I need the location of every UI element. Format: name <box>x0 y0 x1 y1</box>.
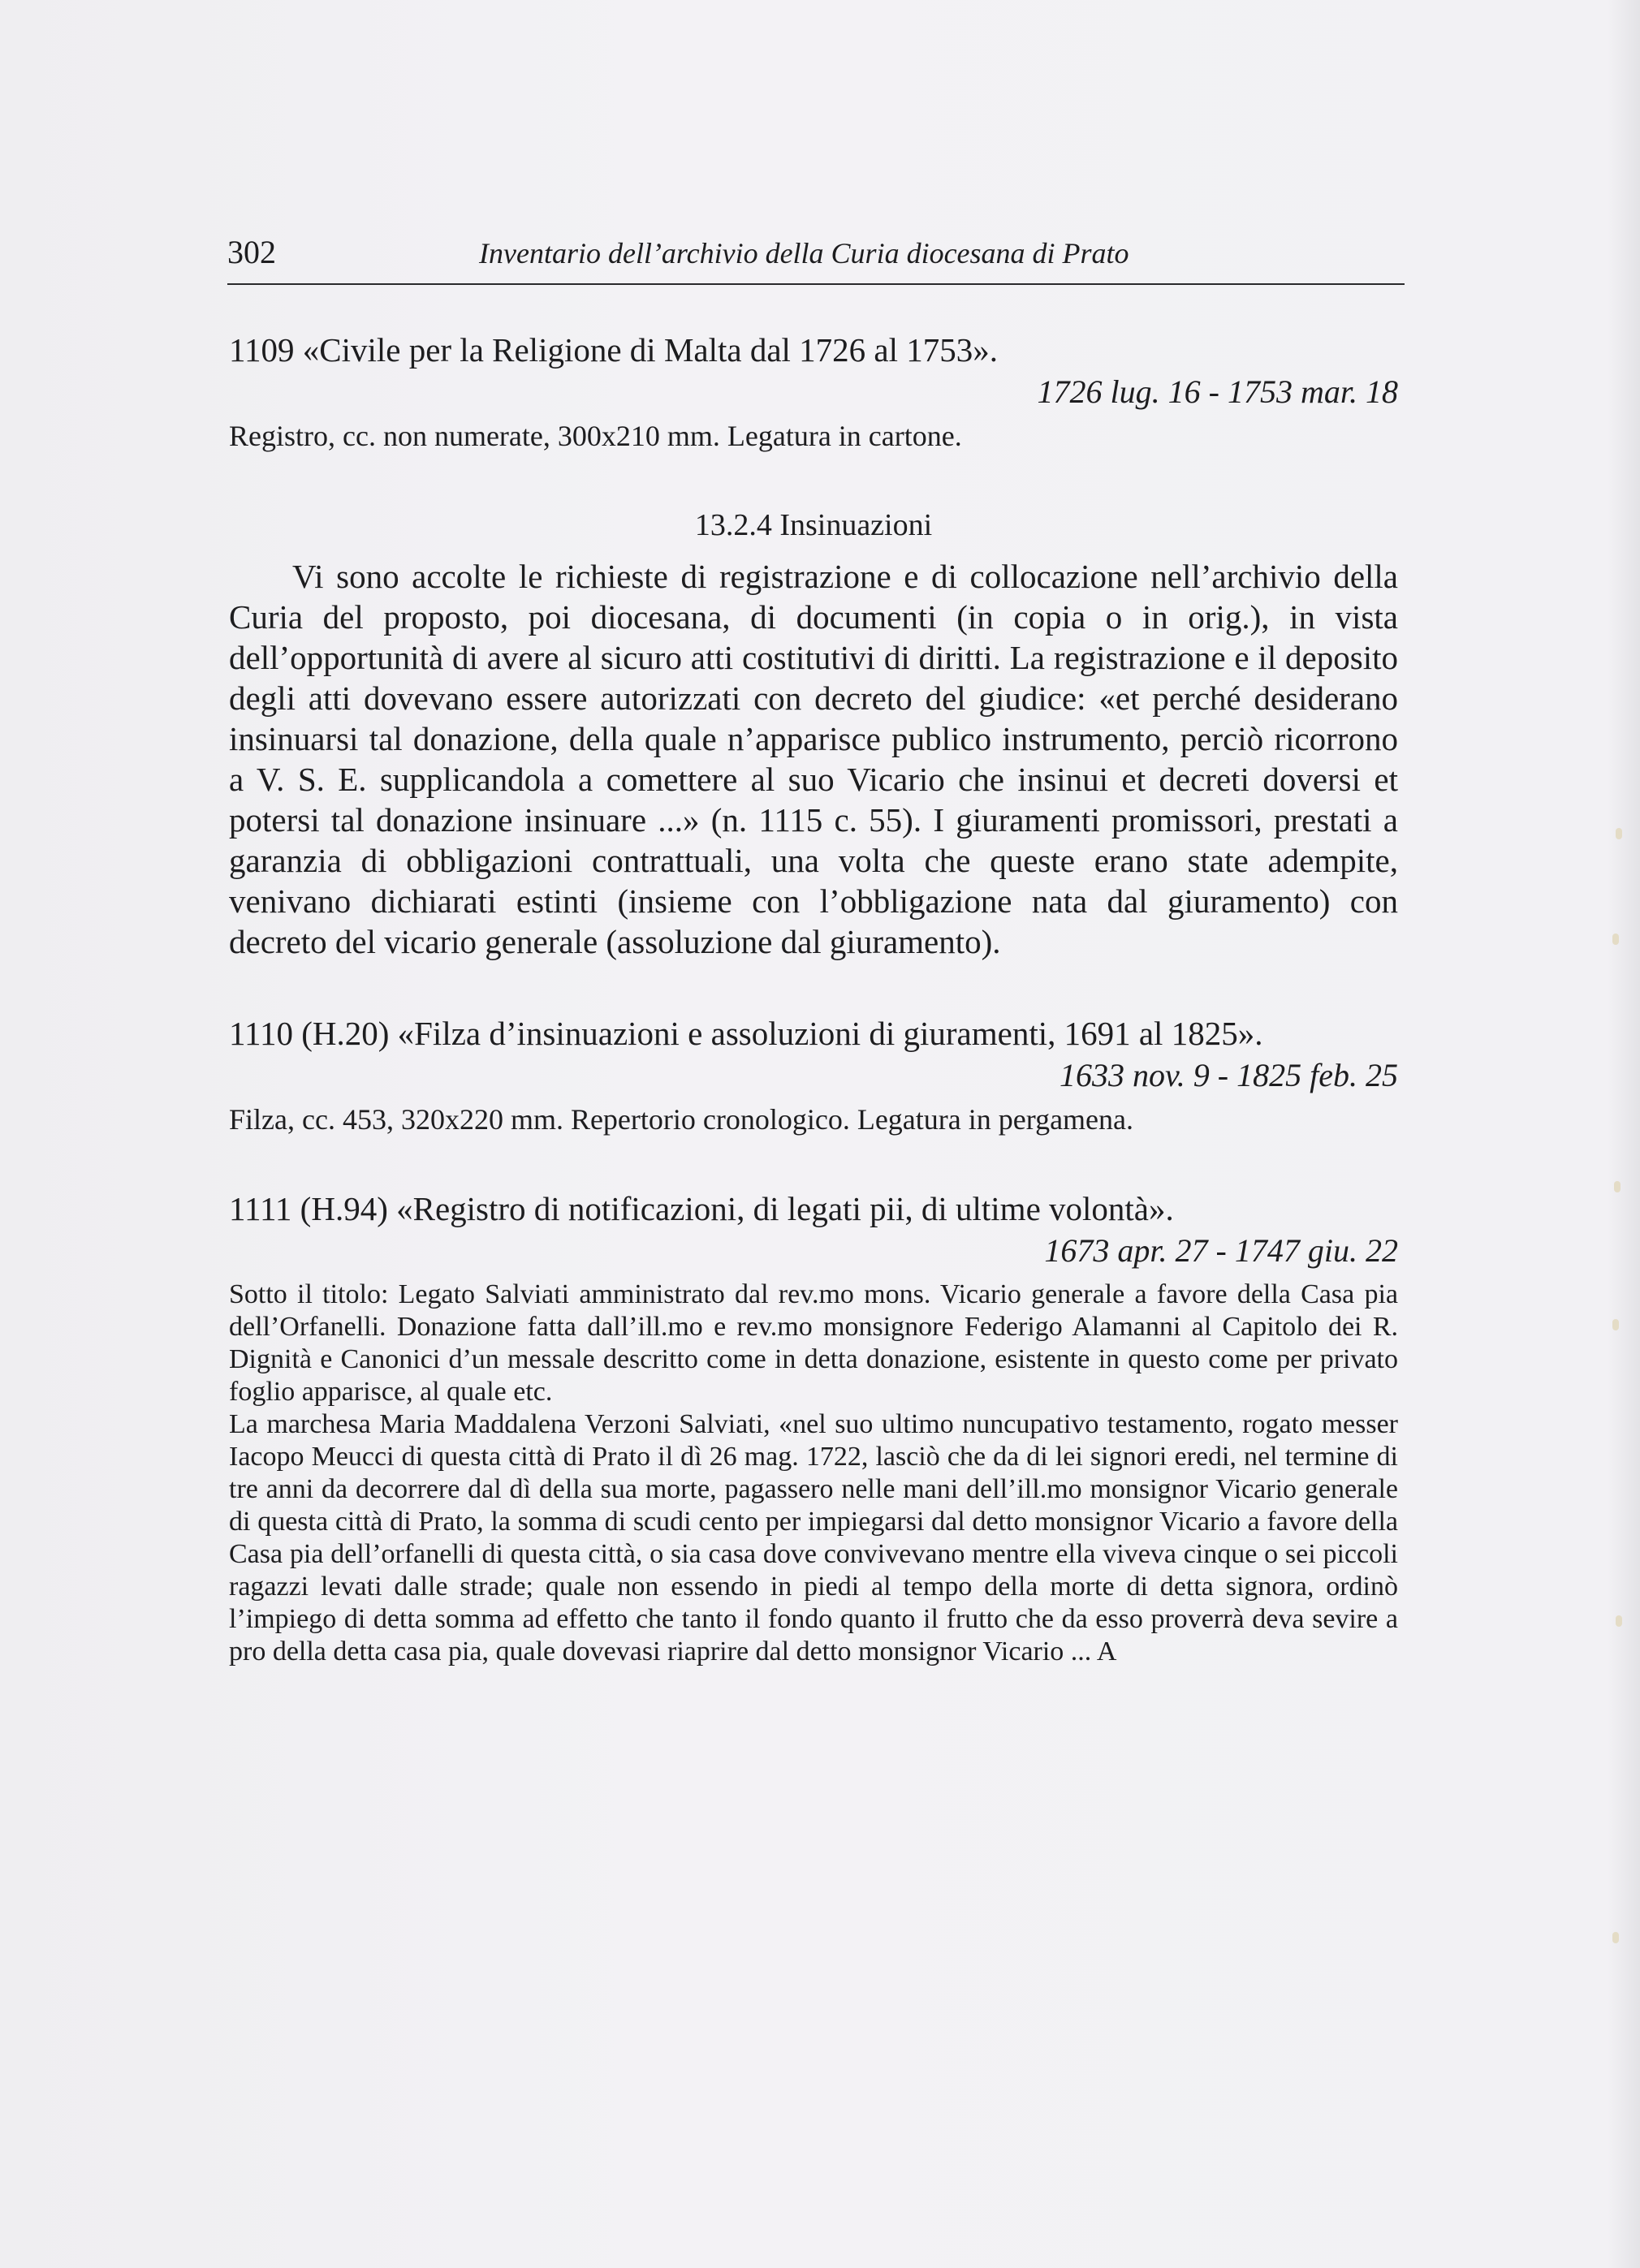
entry-description: Filza, cc. 453, 320x220 mm. Repertorio cronologico. Legatura in pergamena. <box>229 1103 1134 1136</box>
entry-1111 <box>229 1188 1398 1668</box>
entry-1109 <box>229 329 1398 455</box>
entry-title: 1111 (H.94) «Registro di notificazioni, di legati pii, di ultime volontà». <box>229 1190 1174 1227</box>
entry-date: 1726 lug. 16 - 1753 mar. 18 <box>1037 373 1398 410</box>
section-insinuazioni <box>229 504 1398 962</box>
page-header <box>227 233 1405 285</box>
entry-note: La marchesa Maria Maddalena Verzoni Salviati, «nel suo ultimo nuncupativo testamento, rogato messer Iacopo Meucci di questa città di Prato il dì 26 mag. 1722, lasciò che da di lei signori eredi, nel termine di tre anni da decorrere dal dì della sua morte, pagassero nelle mani dell’ill.mo monsignor Vicario generale di questa città di Prato, la somma di scudi cento per impiegarsi dal detto monsignor Vicario a favore della Casa pia dell’orfanelli di questa città, o sia casa dove convivevano mentre ella viveva cinque o sei piccoli ragazzi levati dalle strade; quale non essendo in piedi al tempo della morte di detta signora, ordinò l’impiego di detta somma ad effetto che tanto il fondo quanto il frutto che da esso proverrà deva sevire a pro della detta casa pia, quale dovevasi riaprire dal detto monsignor Vicario ... A <box>229 1409 1398 1667</box>
entry-description: Registro, cc. non numerate, 300x210 mm. Legatura in cartone. <box>229 420 962 452</box>
paper-speck <box>1612 1932 1619 1943</box>
paper-speck <box>1616 828 1622 839</box>
page-number: 302 <box>227 234 276 270</box>
entry-note: Sotto il titolo: Legato Salviati amministrato dal rev.mo mons. Vicario generale a favore della Casa pia dell’Orfanelli. Donazione fatta dall’ill.mo e rev.mo monsignore Federigo Alamanni al Capitolo dei R. Dignità e Canonici d’un messale descritto come in detta donazione, esistente in questo come per privato foglio apparisce, al quale etc. <box>229 1279 1398 1407</box>
paper-speck <box>1616 1615 1622 1627</box>
running-title: Inventario dell’archivio della Curia diocesana di Prato <box>479 237 1129 269</box>
page-edge-shadow <box>1608 0 1640 2268</box>
section-paragraph: Vi sono accolte le richieste di registrazione e di collocazione nell’archivio della Curia del proposto, poi diocesana, di documenti (in copia o in orig.), in vista dell’opportunità di avere al sicuro atti costitutivi di diritti. La registrazione e il deposito degli atti dovevano essere autorizzati con decreto del giudice: «et perché desiderano insinuarsi tal donazione, della quale n’apparisce publico instrumento, perciò ricorrono a V. S. E. supplicandola a comettere al suo Vicario che insinui et decreti doversi et potersi tal donazione insinuare ...» (n. 1115 c. 55). I giuramenti promissori, prestati a garanzia di obbligazioni contrattuali, una volta che queste erano state adempite, venivano dichiarati estinti (insieme con l’obbligazione nata dal giuramento) con decreto del vicario generale (assoluzione dal giuramento). <box>229 558 1398 960</box>
page-content <box>229 329 1398 1668</box>
entry-date: 1673 apr. 27 - 1747 giu. 22 <box>1044 1232 1398 1269</box>
paper-speck <box>1612 1319 1619 1330</box>
entry-title: 1110 (H.20) «Filza d’insinuazioni e assoluzioni di giuramenti, 1691 al 1825». <box>229 1015 1263 1052</box>
paper-speck <box>1614 1181 1621 1192</box>
entry-1110 <box>229 1012 1398 1139</box>
entry-title: 1109 «Civile per la Religione di Malta dal 1726 al 1753». <box>229 331 999 369</box>
section-title: 13.2.4 Insinuazioni <box>694 508 933 542</box>
entry-date: 1633 nov. 9 - 1825 feb. 25 <box>1060 1057 1398 1093</box>
paper-speck <box>1612 934 1619 945</box>
